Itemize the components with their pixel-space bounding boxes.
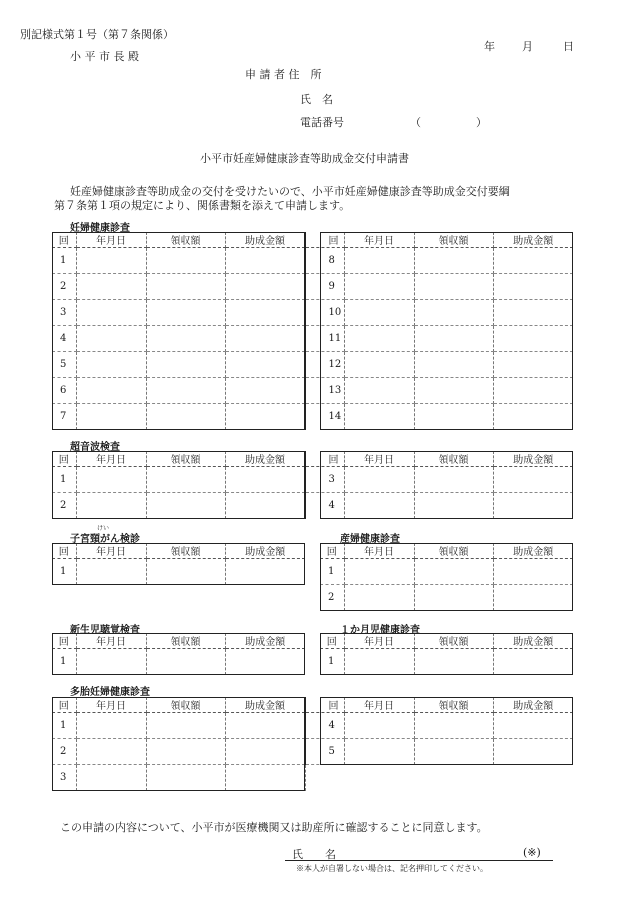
postpartum-grid xyxy=(320,543,573,611)
column-header-no: 回 xyxy=(305,451,344,467)
row-number: 3 xyxy=(52,765,76,791)
row-number: 13 xyxy=(305,378,344,404)
entry-cell-date[interactable] xyxy=(76,404,146,430)
column-header-grant: 助成金額 xyxy=(225,697,305,713)
table-row xyxy=(320,585,573,611)
date-year: 年 xyxy=(484,40,495,53)
table-row xyxy=(52,559,305,585)
consent-statement: この申請の内容について、小平市が医療機関又は助産所に確認することに同意します。 xyxy=(60,821,488,834)
entry-cell-date[interactable] xyxy=(344,649,414,675)
entry-cell-grant[interactable] xyxy=(493,585,573,611)
table-row xyxy=(52,404,573,430)
form-number: 別記様式第１号（第７条関係） xyxy=(20,28,174,41)
column-header-date: 年月日 xyxy=(344,633,414,649)
row-number: 2 xyxy=(52,274,76,300)
table-row xyxy=(52,493,573,519)
column-header-date: 年月日 xyxy=(76,697,146,713)
entry-cell-grant[interactable] xyxy=(225,300,305,326)
table-row xyxy=(52,739,573,765)
column-header-date: 年月日 xyxy=(76,633,146,649)
column-header-no: 回 xyxy=(305,697,344,713)
entry-cell-received[interactable] xyxy=(414,559,493,585)
entry-cell-grant[interactable] xyxy=(225,713,305,739)
date-month: 月 xyxy=(522,40,533,53)
table-row xyxy=(52,352,573,378)
table-row xyxy=(52,248,573,274)
row-number: 14 xyxy=(305,404,344,430)
row-number: 3 xyxy=(52,300,76,326)
applicant-name-label: 氏 名 xyxy=(300,93,333,106)
newborn-grid xyxy=(52,633,305,675)
entry-cell-date[interactable] xyxy=(76,467,146,493)
intro-text-line1: 妊産婦健康診査等助成金の交付を受けたいので、小平市妊産婦健康診査等助成金交付要綱 xyxy=(70,185,510,198)
row-number: 1 xyxy=(52,467,76,493)
row-number: 4 xyxy=(52,326,76,352)
entry-cell-grant[interactable] xyxy=(225,326,305,352)
entry-cell-grant[interactable] xyxy=(225,274,305,300)
entry-cell-received[interactable] xyxy=(146,739,225,765)
entry-cell-grant[interactable] xyxy=(225,559,305,585)
column-header-date: 年月日 xyxy=(344,697,414,713)
entry-cell-date[interactable] xyxy=(344,493,414,519)
entry-cell-date[interactable] xyxy=(344,248,414,274)
row-number: 2 xyxy=(320,585,344,611)
column-header-no: 回 xyxy=(52,697,76,713)
entry-cell-grant[interactable] xyxy=(225,739,305,765)
entry-cell-received[interactable] xyxy=(414,467,493,493)
entry-cell-received[interactable] xyxy=(414,352,493,378)
row-number xyxy=(305,765,344,791)
entry-cell-grant[interactable] xyxy=(225,248,305,274)
table-row xyxy=(52,326,573,352)
intro-text-line2: 第７条第１項の規定により、関係書類を添えて申請します。 xyxy=(54,199,351,212)
row-number: 4 xyxy=(305,713,344,739)
section-title-one-month: １か月児健康診査 xyxy=(340,625,420,636)
section-title-ultrasound: 超音波検査 xyxy=(70,442,120,453)
entry-cell-date[interactable] xyxy=(344,585,414,611)
row-number: 1 xyxy=(320,559,344,585)
entry-cell-grant[interactable] xyxy=(493,713,573,739)
row-number: 1 xyxy=(320,649,344,675)
entry-cell-grant xyxy=(493,765,573,791)
entry-cell-date[interactable] xyxy=(344,378,414,404)
entry-cell-date[interactable] xyxy=(76,378,146,404)
column-header-grant: 助成金額 xyxy=(225,232,305,248)
row-number: 1 xyxy=(52,559,76,585)
entry-cell-date[interactable] xyxy=(76,559,146,585)
column-header-no: 回 xyxy=(52,451,76,467)
applicant-address-label: 申 請 者 住 所 xyxy=(245,68,322,81)
column-header-grant: 助成金額 xyxy=(225,451,305,467)
entry-cell-date[interactable] xyxy=(76,649,146,675)
column-header-received: 領収額 xyxy=(146,633,225,649)
row-number: 11 xyxy=(305,326,344,352)
section-title-newborn-hearing: 新生児聴覚検査 xyxy=(70,625,140,636)
entry-cell-date[interactable] xyxy=(344,559,414,585)
row-number: 1 xyxy=(52,649,76,675)
entry-cell-received[interactable] xyxy=(146,559,225,585)
phone-parens: （ ） xyxy=(410,116,487,129)
entry-cell-date[interactable] xyxy=(76,326,146,352)
signature-line xyxy=(285,860,553,861)
table-row xyxy=(52,649,305,675)
date-day: 日 xyxy=(563,40,574,53)
column-header-received: 領収額 xyxy=(146,697,225,713)
row-number: 7 xyxy=(52,404,76,430)
column-header-grant: 助成金額 xyxy=(493,633,573,649)
entry-cell-received[interactable] xyxy=(146,467,225,493)
ruby-kei: けい xyxy=(97,525,110,532)
addressee: 小 平 市 長 殿 xyxy=(70,50,139,63)
entry-cell-grant[interactable] xyxy=(225,404,305,430)
row-number: 10 xyxy=(305,300,344,326)
entry-cell-received[interactable] xyxy=(414,713,493,739)
entry-cell-grant[interactable] xyxy=(493,559,573,585)
column-header-no: 回 xyxy=(52,232,76,248)
section-title-pregnancy: 妊婦健康診査 xyxy=(70,223,130,234)
column-header-grant: 助成金額 xyxy=(225,543,305,559)
entry-cell-date[interactable] xyxy=(344,326,414,352)
signature-label: 氏 名 xyxy=(292,848,336,861)
entry-cell-date[interactable] xyxy=(76,300,146,326)
column-header-grant: 助成金額 xyxy=(493,232,573,248)
signature-mark: (※) xyxy=(523,846,541,859)
table-row xyxy=(52,274,573,300)
entry-cell-grant[interactable] xyxy=(225,493,305,519)
entry-cell-received[interactable] xyxy=(146,649,225,675)
row-number: 3 xyxy=(305,467,344,493)
column-header-date: 年月日 xyxy=(344,543,414,559)
table-row xyxy=(52,713,573,739)
entry-cell-date[interactable] xyxy=(344,739,414,765)
entry-cell-received[interactable] xyxy=(414,248,493,274)
entry-cell-received[interactable] xyxy=(414,404,493,430)
entry-cell-grant[interactable] xyxy=(493,326,573,352)
entry-cell-grant[interactable] xyxy=(493,467,573,493)
column-header-date: 年月日 xyxy=(344,232,414,248)
entry-cell-received[interactable] xyxy=(146,352,225,378)
multiple-grid xyxy=(52,697,573,791)
entry-cell-received[interactable] xyxy=(146,713,225,739)
row-number: 2 xyxy=(52,493,76,519)
column-header-grant: 助成金額 xyxy=(493,697,573,713)
entry-cell-date[interactable] xyxy=(344,300,414,326)
column-header-no: 回 xyxy=(320,633,344,649)
section-title-postpartum: 産婦健康診査 xyxy=(340,534,400,545)
entry-cell-received[interactable] xyxy=(414,274,493,300)
entry-cell-date[interactable] xyxy=(76,248,146,274)
entry-cell-received xyxy=(414,765,493,791)
row-number: 4 xyxy=(305,493,344,519)
table-row xyxy=(52,765,573,791)
entry-cell-date[interactable] xyxy=(76,765,146,791)
column-header-date: 年月日 xyxy=(76,543,146,559)
entry-cell-grant[interactable] xyxy=(493,352,573,378)
row-number: 5 xyxy=(52,352,76,378)
column-header-date: 年月日 xyxy=(344,451,414,467)
document-title: 小平市妊産婦健康診査等助成金交付申請書 xyxy=(200,152,409,165)
row-number: 2 xyxy=(52,739,76,765)
onemonth-grid xyxy=(320,633,573,675)
entry-cell-received[interactable] xyxy=(414,378,493,404)
column-header-grant: 助成金額 xyxy=(493,451,573,467)
column-header-received: 領収額 xyxy=(414,451,493,467)
entry-cell-grant[interactable] xyxy=(225,352,305,378)
entry-cell-date[interactable] xyxy=(344,352,414,378)
entry-cell-grant[interactable] xyxy=(493,739,573,765)
entry-cell-date xyxy=(344,765,414,791)
entry-cell-date[interactable] xyxy=(344,274,414,300)
entry-cell-received[interactable] xyxy=(414,739,493,765)
entry-cell-date[interactable] xyxy=(344,713,414,739)
entry-cell-date[interactable] xyxy=(76,713,146,739)
entry-cell-received[interactable] xyxy=(146,274,225,300)
column-header-no: 回 xyxy=(305,232,344,248)
entry-cell-grant[interactable] xyxy=(493,404,573,430)
column-header-date: 年月日 xyxy=(76,232,146,248)
column-header-no: 回 xyxy=(52,633,76,649)
entry-cell-date[interactable] xyxy=(76,274,146,300)
entry-cell-date[interactable] xyxy=(76,493,146,519)
entry-cell-grant[interactable] xyxy=(493,300,573,326)
column-header-grant: 助成金額 xyxy=(225,633,305,649)
column-header-no: 回 xyxy=(52,543,76,559)
cervical-grid xyxy=(52,543,305,585)
column-header-received: 領収額 xyxy=(146,451,225,467)
row-number: 5 xyxy=(305,739,344,765)
entry-cell-received[interactable] xyxy=(146,378,225,404)
table-row xyxy=(52,300,573,326)
entry-cell-received[interactable] xyxy=(414,300,493,326)
entry-cell-received[interactable] xyxy=(146,326,225,352)
column-header-grant: 助成金額 xyxy=(493,543,573,559)
entry-cell-grant[interactable] xyxy=(493,493,573,519)
table-row xyxy=(320,649,573,675)
entry-cell-grant[interactable] xyxy=(225,467,305,493)
row-number: 12 xyxy=(305,352,344,378)
entry-cell-date[interactable] xyxy=(76,739,146,765)
entry-cell-date[interactable] xyxy=(76,352,146,378)
row-number: 6 xyxy=(52,378,76,404)
column-header-received: 領収額 xyxy=(414,633,493,649)
entry-cell-date[interactable] xyxy=(344,467,414,493)
pregnancy-grid xyxy=(52,232,573,430)
column-header-received: 領収額 xyxy=(414,232,493,248)
entry-cell-grant[interactable] xyxy=(493,649,573,675)
column-header-received: 領収額 xyxy=(146,543,225,559)
row-number: 8 xyxy=(305,248,344,274)
row-number: 1 xyxy=(52,248,76,274)
column-header-date: 年月日 xyxy=(76,451,146,467)
section-title-cervical: 子宮頸がん検診 xyxy=(70,534,140,545)
entry-cell-received[interactable] xyxy=(146,765,225,791)
entry-cell-received[interactable] xyxy=(146,248,225,274)
column-header-received: 領収額 xyxy=(414,543,493,559)
column-header-received: 領収額 xyxy=(414,697,493,713)
entry-cell-received[interactable] xyxy=(146,493,225,519)
entry-cell-grant[interactable] xyxy=(225,649,305,675)
column-header-no: 回 xyxy=(320,543,344,559)
entry-cell-grant[interactable] xyxy=(493,248,573,274)
section-title-multiple: 多胎妊婦健康診査 xyxy=(70,687,150,698)
entry-cell-received[interactable] xyxy=(146,404,225,430)
entry-cell-grant[interactable] xyxy=(225,378,305,404)
entry-cell-received[interactable] xyxy=(146,300,225,326)
column-header-received: 領収額 xyxy=(146,232,225,248)
applicant-phone-label: 電話番号 xyxy=(300,116,344,129)
entry-cell-received[interactable] xyxy=(414,585,493,611)
ultrasound-grid xyxy=(52,451,573,519)
entry-cell-grant[interactable] xyxy=(493,378,573,404)
entry-cell-grant[interactable] xyxy=(225,765,305,791)
table-row xyxy=(52,378,573,404)
entry-cell-grant[interactable] xyxy=(493,274,573,300)
row-number: 1 xyxy=(52,713,76,739)
table-row xyxy=(52,467,573,493)
signature-note: ※本人が自署しない場合は、記名押印してください。 xyxy=(296,864,488,873)
row-number: 9 xyxy=(305,274,344,300)
entry-cell-received[interactable] xyxy=(414,649,493,675)
entry-cell-date[interactable] xyxy=(344,404,414,430)
table-row xyxy=(320,559,573,585)
entry-cell-received[interactable] xyxy=(414,326,493,352)
entry-cell-received[interactable] xyxy=(414,493,493,519)
